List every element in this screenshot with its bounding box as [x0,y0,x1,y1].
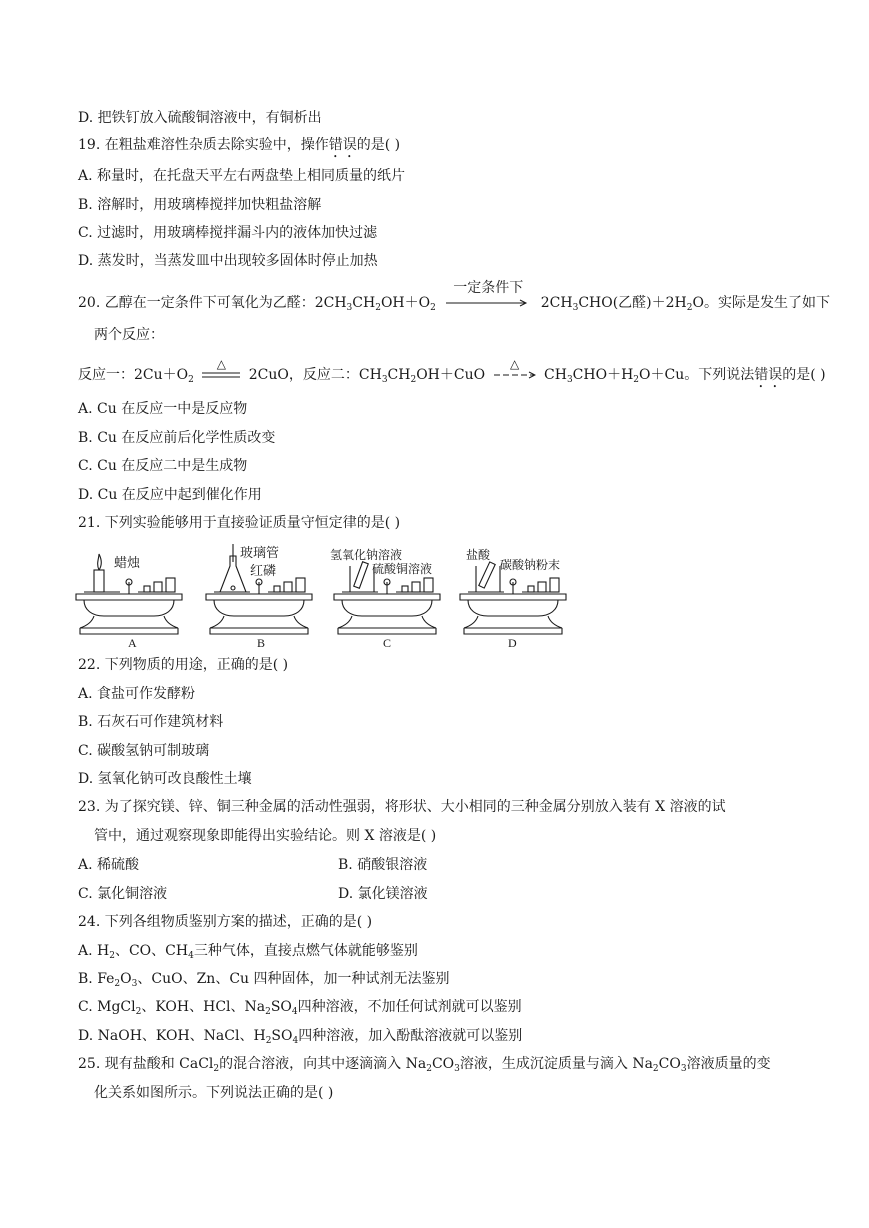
fig-c-label-cuso4: 硫酸铜溶液 [372,562,433,576]
question-25-stem: 25. 现有盐酸和 CaCl$_2$的混合溶液，向其中逐滴滴入 $Na_2CO_3$溶液，生成沉淀质量与滴入 $Na_2CO_3$溶液质量的变 [78,1056,771,1074]
fig-caption-d: D [508,636,517,650]
q19-option-b: B. 溶解时，用玻璃棒搅拌加快粗盐溶解 [78,197,322,213]
q24-option-c: C. MgCl$_2$、KOH、HCl、$Na_2SO_4$四种溶液，不加任何试剂就可以鉴别 [78,999,522,1017]
q22-option-c: C. 碳酸氢钠可制玻璃 [78,743,210,759]
q20-option-d: D. Cu 在反应中起到催化作用 [78,487,262,503]
q22-option-d: D. 氢氧化钠可改良酸性土壤 [78,771,252,787]
question-22-stem: 22. 下列物质的用途，正确的是( ) [78,657,289,673]
question-19-stem: 19. 在粗盐难溶性杂质去除实验中，操作错误的是( ) [78,137,401,153]
question-23-stem: 23. 为了探究镁、锌、铜三种金属的活动性强弱，将形状、大小相同的三种金属分别放入装有 X 溶液的试 [78,799,726,815]
question-20-stem: 20. 乙醇在一定条件下可氧化为乙醛：$2CH_3CH_2OH+O_2$ 一定条件下 $2CH_3CHO$(乙醛)$+2H_2O$。实际是发生了如下 [78,280,830,313]
q24-option-a: A. $H_2$、CO、$CH_4$三种气体，直接点燃气体就能够鉴别 [78,943,418,961]
q20-option-a: A. Cu 在反应一中是反应物 [78,401,248,417]
q24-option-b: B. $Fe_2O_3$、CuO、Zn、Cu 四种固体，加一种试剂无法鉴别 [78,971,450,989]
question-24-stem: 24. 下列各组物质鉴别方案的描述，正确的是( ) [78,914,373,930]
fig-caption-b: B [257,636,266,650]
q23-option-b: B. 硝酸银溶液 [338,857,428,873]
question-20-reactions: 反应一：$2Cu+O_2$ △ 2CuO，反应二：$CH_3CH_2OH+CuO$ △ $CH_3CHO+H_2O+Cu$。下列说法错误的是( ) [78,357,826,385]
fig-a-label: 蜡烛 [114,556,141,571]
heat-arrow: △ [494,370,536,380]
q23-option-d: D. 氯化镁溶液 [338,886,428,902]
q24-option-d: D. NaOH、KOH、NaCl、$H_2SO_4$四种溶液，加入酚酞溶液就可以鉴别 [78,1028,523,1046]
q20-option-b: B. Cu 在反应前后化学性质改变 [78,430,276,446]
fig-caption-c: C [383,636,392,650]
fig-d-label-na2co3: 碳酸钠粉末 [500,558,561,572]
balance-figures [74,542,594,652]
q22-option-a: A. 食盐可作发酵粉 [78,686,196,702]
prev-option-d: D. 把铁钉放入硫酸铜溶液中，有铜析出 [78,110,322,126]
condition-arrow: 一定条件下 [446,298,530,308]
fig-b-label-phosphorus: 红磷 [250,564,277,579]
q20-option-c: C. Cu 在反应二中是生成物 [78,458,248,474]
question-21-stem: 21. 下列实验能够用于直接验证质量守恒定律的是( ) [78,515,401,531]
fig-caption-a: A [128,636,137,650]
q23-option-c: C. 氯化铜溶液 [78,886,168,902]
fig-b-label-tube: 玻璃管 [240,546,280,561]
q23-option-a: A. 稀硫酸 [78,857,140,873]
q19-option-a: A. 称量时，在托盘天平左右两盘垫上相同质量的纸片 [78,168,406,184]
q19-option-c: C. 过滤时，用玻璃棒搅拌漏斗内的液体加快过滤 [78,225,378,241]
question-20-stem-cont: 两个反应： [94,327,164,343]
question-25-stem-cont: 化关系如图所示。下列说法正确的是( ) [94,1085,334,1101]
fig-d-label-acid: 盐酸 [466,548,491,562]
q22-option-b: B. 石灰石可作建筑材料 [78,714,224,730]
question-23-stem-cont: 管中，通过观察现象即能得出实验结论。则 X 溶液是( ) [94,828,437,844]
heat-equals-sign: △ [216,357,226,371]
fig-c-label-naoh: 氢氧化钠溶液 [330,548,403,562]
q19-option-d: D. 蒸发时，当蒸发皿中出现较多固体时停止加热 [78,253,378,269]
